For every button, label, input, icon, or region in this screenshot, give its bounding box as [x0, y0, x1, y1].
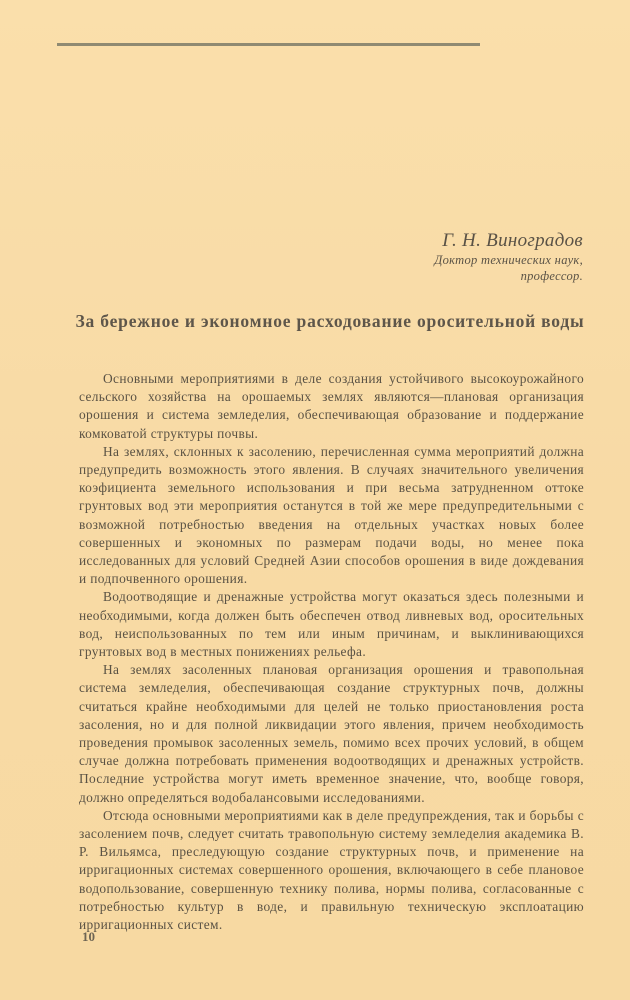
header-rule	[57, 43, 480, 46]
article-body	[79, 370, 584, 934]
author-position: профессор.	[520, 269, 583, 283]
paragraph: Отсюда основными мероприятиями как в деле предупреждения, так и борьбы с засолением почв, следует считать травопольную систему земледелия академика В. Р. Вильямса, преследующую создание структурных почв, и применение на ирригационных системах совершенного орошения, включающего в себе плановое водопользование, совершенную технику полива, нормы полива, согласованные с потребностью культур в воде, и правильную техническую эксплоатацию ирригационных систем.	[79, 807, 584, 933]
paragraph: На землях, склонных к засолению, перечисленная сумма мероприятий должна предупредить возможность этого явления. В случаях значительного увеличения коэфициента земельного использования и при весьма затрудненном оттоке грунтовых вод эти мероприятия останутся в той же мере предупредительными с возможной потребностью введения на отдельных участках новых более совершенных и экономных по размерам подачи воды, но менее пока исследованных для условий Средней Азии способов орошения в виде дождевания и подпочвенного орошения.	[79, 443, 584, 587]
paragraph: На землях засоленных плановая организация орошения и травопольная система земледелия, обеспечивающая создание структурных почв, должны считаться крайне необходимыми для целей не только приостановления роста засоления, но и для полной ликвидации этого явления, причем необходимость проведения промывок засоленных земель, помимо всех прочих условий, в общем случае должна потребовать применения водоотводящих и дренажных устройств. Последние устройства могут иметь временное значение, что, вообще говоря, должно определяться водобалансовыми исследованиями.	[79, 662, 584, 805]
author-name: Г. Н. Виноградов	[442, 230, 583, 251]
article-title: За бережное и экономное расходование оросительной воды	[75, 311, 585, 331]
paragraph: Водоотводящие и дренажные устройства могут оказаться здесь полезными и необходимыми, когда должен быть обеспечен отвод ливневых вод, оросительных вод, неиспользованных по тем или иным причинам, и выклинивающихся грунтовых вод в местных понижениях рельефа.	[79, 589, 584, 660]
paragraph: Основными мероприятиями в деле создания устойчивого высокоурожайного сельского хозяйства на орошаемых землях являются—плановая организация орошения и система земледелия, обеспечивающая образование и поддержание комковатой структуры почвы.	[79, 371, 584, 441]
page-number: 10	[82, 929, 95, 944]
author-degree: Доктор технических наук,	[434, 253, 583, 267]
author-block	[434, 230, 583, 284]
